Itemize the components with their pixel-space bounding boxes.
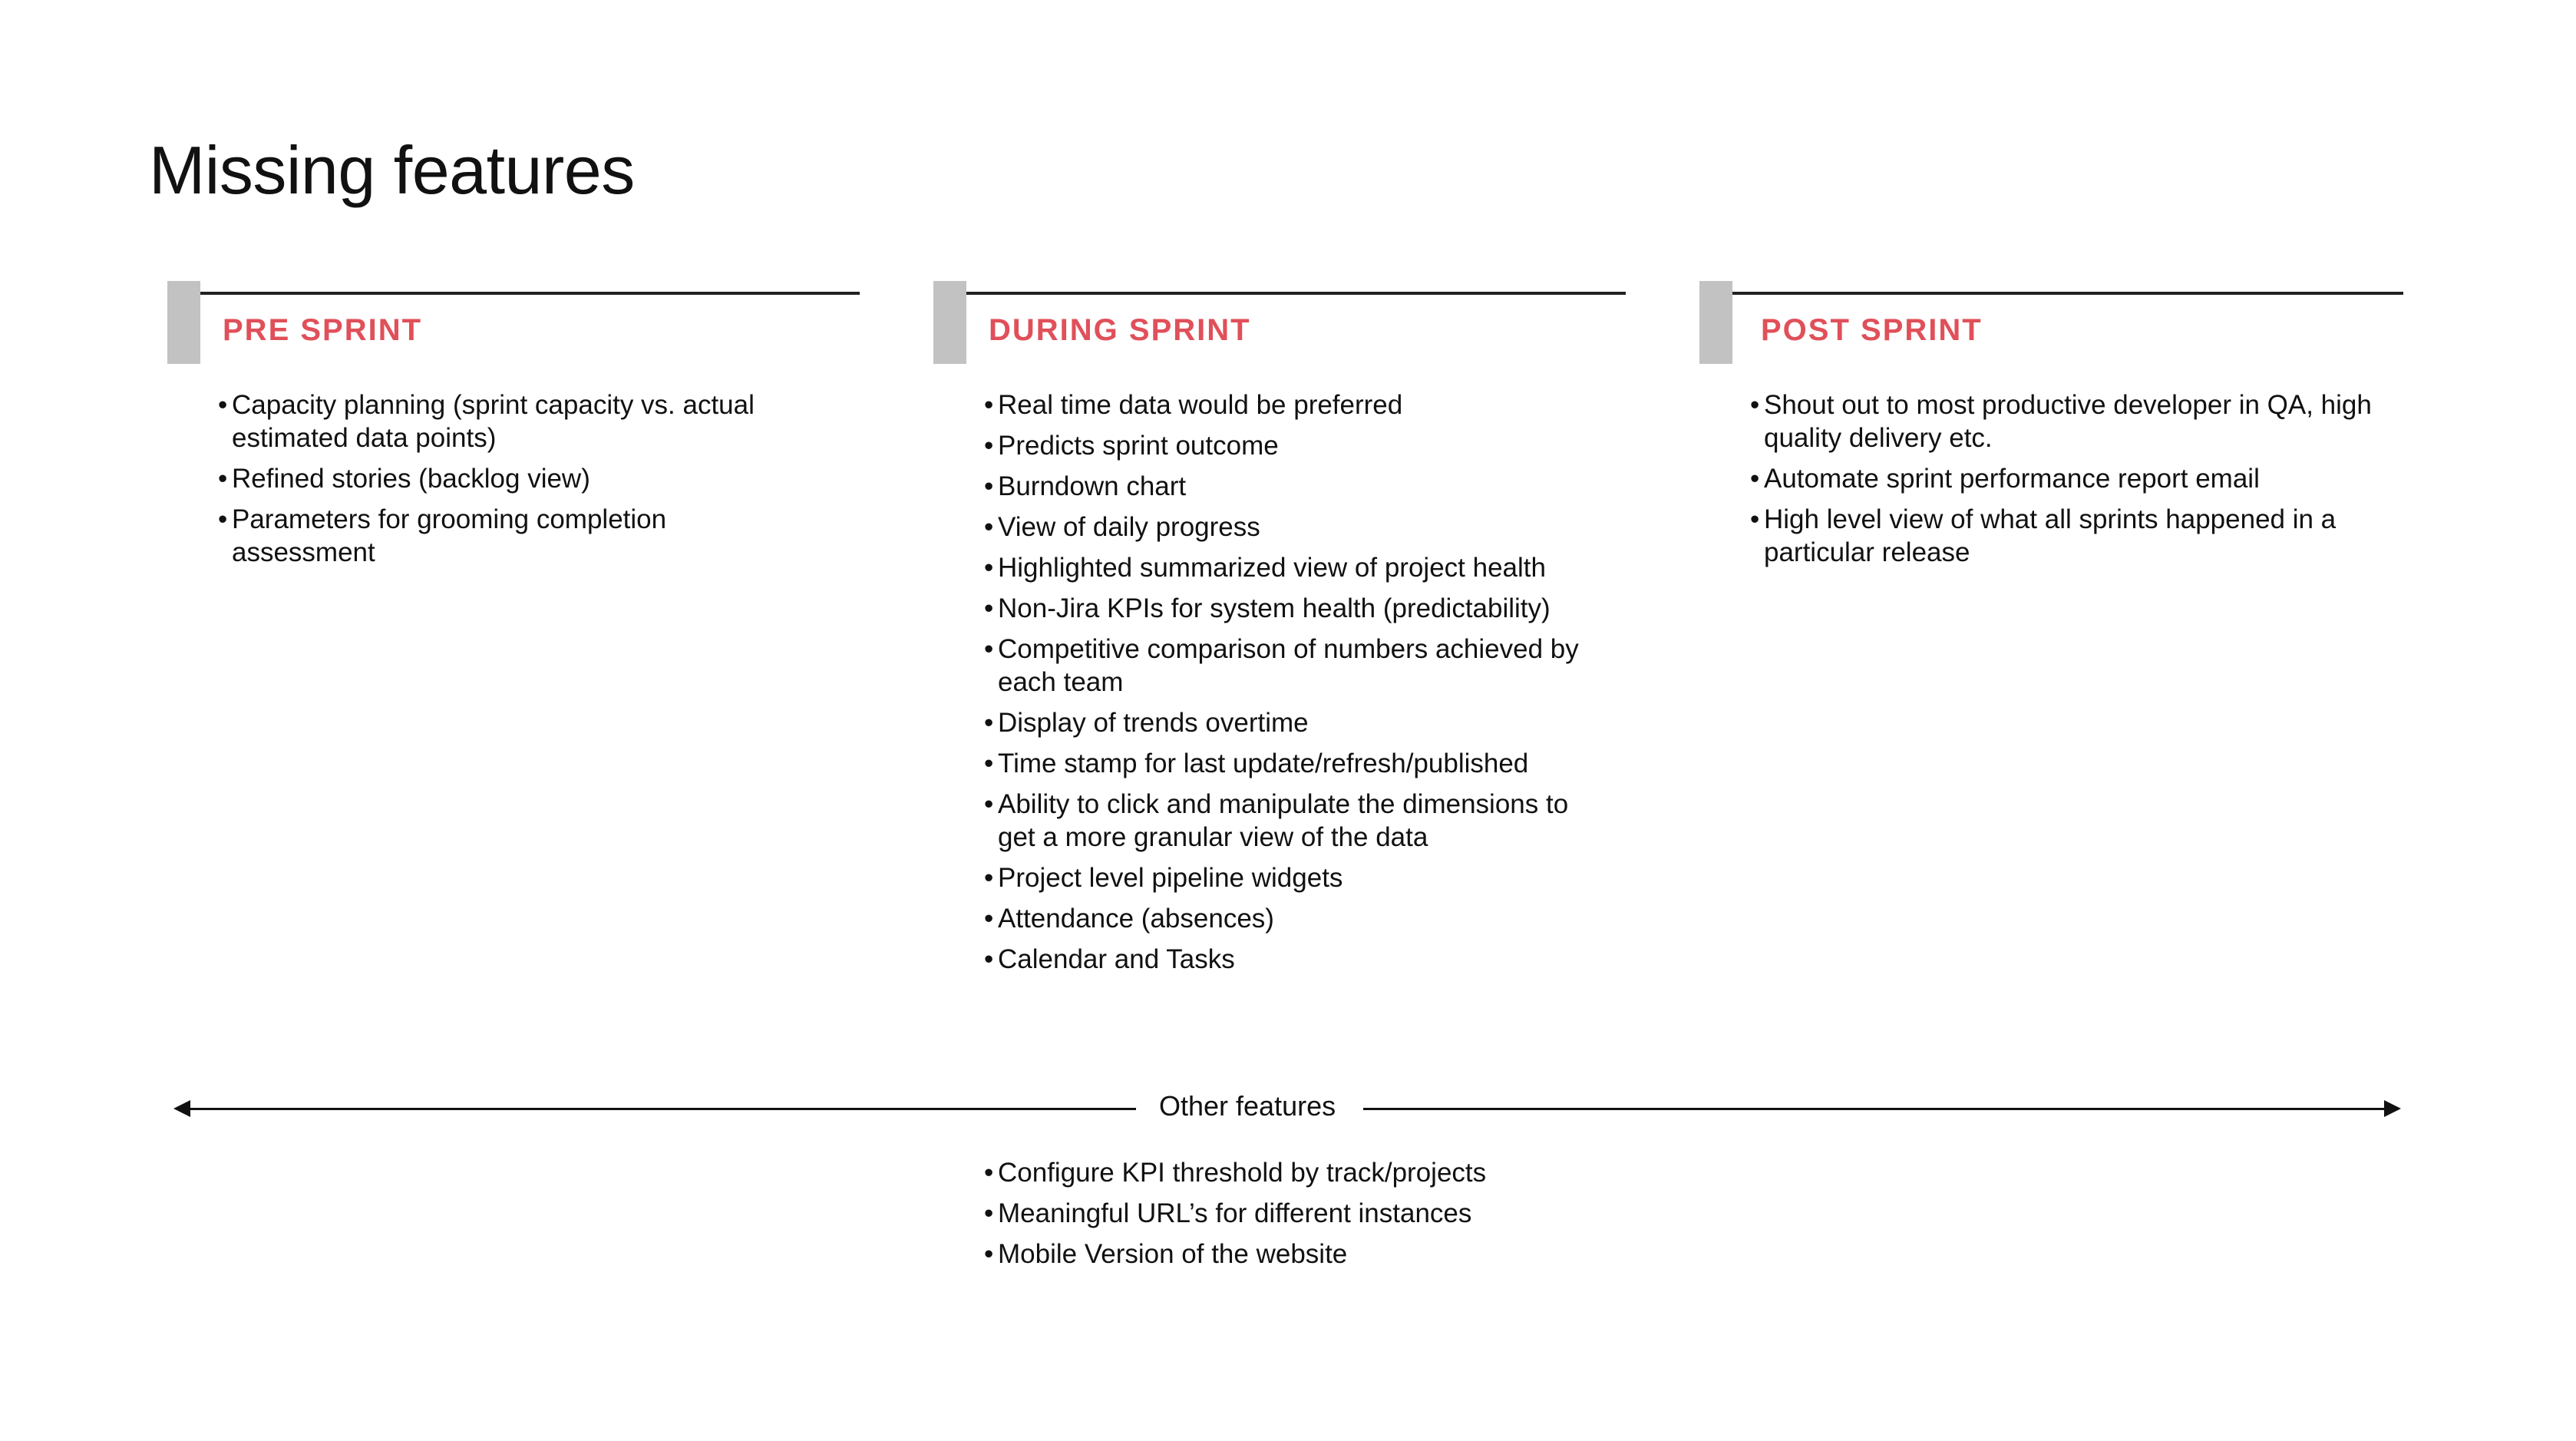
list-item: • Competitive comparison of numbers achieved by each team bbox=[984, 633, 1598, 699]
pre-sprint-list bbox=[218, 388, 801, 577]
list-item: • Project level pipeline widgets bbox=[984, 861, 1598, 894]
post-sprint-list bbox=[1750, 388, 2395, 577]
list-item: • Burndown chart bbox=[984, 470, 1598, 503]
list-item: • View of daily progress bbox=[984, 511, 1598, 544]
column-heading: PRE SPRINT bbox=[223, 313, 423, 347]
list-item: • Highlighted summarized view of project health bbox=[984, 551, 1598, 584]
list-item: • Mobile Version of the website bbox=[984, 1238, 1675, 1271]
other-features-label: Other features bbox=[1159, 1090, 1336, 1122]
during-sprint-list bbox=[984, 388, 1598, 983]
column-rule bbox=[200, 292, 860, 295]
list-item: • Parameters for grooming completion assessment bbox=[218, 503, 801, 569]
divider-line-left bbox=[187, 1108, 1136, 1110]
list-item: • Refined stories (backlog view) bbox=[218, 462, 801, 495]
column-marker bbox=[933, 281, 966, 364]
page-title: Missing features bbox=[149, 132, 635, 208]
column-heading: DURING SPRINT bbox=[989, 313, 1251, 347]
list-item: • High level view of what all sprints happened in a particular release bbox=[1750, 503, 2395, 569]
column-marker bbox=[167, 281, 200, 364]
list-item: • Non-Jira KPIs for system health (predictability) bbox=[984, 592, 1598, 625]
list-item: • Real time data would be preferred bbox=[984, 388, 1598, 421]
list-item: • Ability to click and manipulate the dimensions to get a more granular view of the data bbox=[984, 788, 1598, 854]
list-item: • Display of trends overtime bbox=[984, 706, 1598, 739]
list-item: • Attendance (absences) bbox=[984, 902, 1598, 935]
column-rule bbox=[1732, 292, 2403, 295]
list-item: • Automate sprint performance report email bbox=[1750, 462, 2395, 495]
arrow-right-icon bbox=[2384, 1100, 2401, 1117]
list-item: • Shout out to most productive developer in QA, high quality delivery etc. bbox=[1750, 388, 2395, 454]
column-marker bbox=[1699, 281, 1732, 364]
column-heading: POST SPRINT bbox=[1761, 313, 1983, 347]
list-item: • Predicts sprint outcome bbox=[984, 429, 1598, 462]
list-item: • Meaningful URL’s for different instances bbox=[984, 1197, 1675, 1230]
other-features-list bbox=[984, 1156, 1675, 1278]
list-item: • Time stamp for last update/refresh/published bbox=[984, 747, 1598, 780]
list-item: • Capacity planning (sprint capacity vs. actual estimated data points) bbox=[218, 388, 801, 454]
divider-line-right bbox=[1363, 1108, 2386, 1110]
column-rule bbox=[966, 292, 1626, 295]
list-item: • Calendar and Tasks bbox=[984, 943, 1598, 976]
list-item: • Configure KPI threshold by track/projects bbox=[984, 1156, 1675, 1189]
